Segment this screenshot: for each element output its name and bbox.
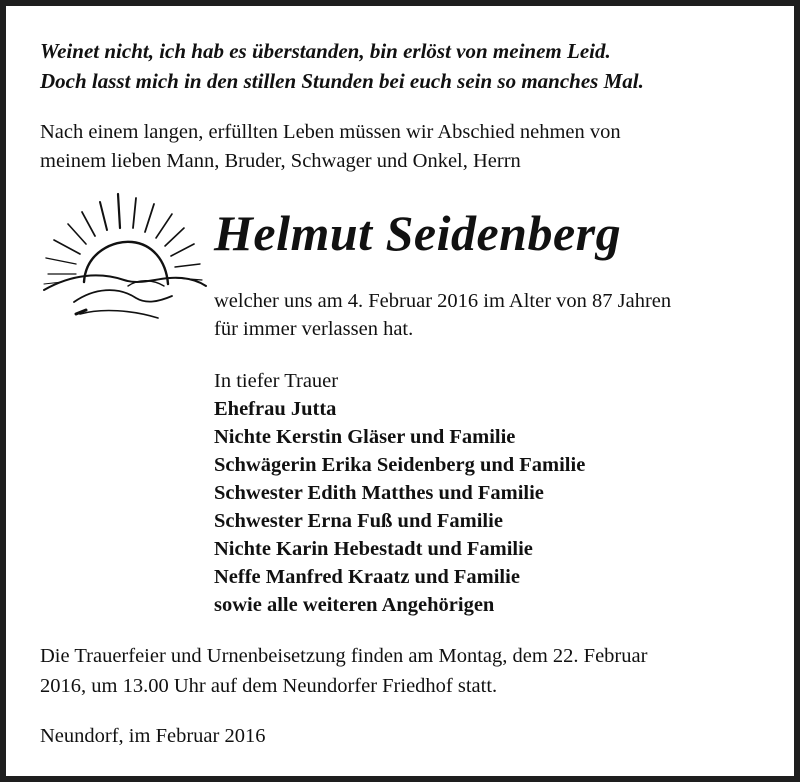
verse-line-2: Doch lasst mich in den stillen Stunden bei euch sein so manches Mal. xyxy=(40,69,644,93)
mourning-lead: In tiefer Trauer xyxy=(214,370,339,392)
mourner: Ehefrau Jutta xyxy=(214,398,337,420)
funeral-line-1: Die Trauerfeier und Urnenbeisetzung finden am Montag, dem 22. Februar xyxy=(40,645,648,667)
funeral-details xyxy=(40,641,774,701)
mourner: Neffe Manfred Kraatz und Familie xyxy=(214,566,520,588)
mourner: Nichte Kerstin Gläser und Familie xyxy=(214,426,516,448)
death-notice-line-1: welcher uns am 4. Februar 2016 im Alter von 87 Jahren xyxy=(214,290,672,312)
intro-line-2: meinem lieben Mann, Bruder, Schwager und Onkel, Herrn xyxy=(40,150,521,172)
verse-line-1: Weinet nicht, ich hab es überstanden, bin erlöst von meinem Leid. xyxy=(40,39,611,63)
deceased-name: Helmut Seidenberg xyxy=(214,205,622,261)
death-notice-line-2: für immer verlassen hat. xyxy=(214,318,414,340)
memorial-verse xyxy=(40,36,780,96)
mourner: Nichte Karin Hebestadt und Familie xyxy=(214,538,533,560)
funeral-line-2: 2016, um 13.00 Uhr auf dem Neundorfer Friedhof statt. xyxy=(40,675,498,697)
death-notice xyxy=(214,287,671,343)
mourner: sowie alle weiteren Angehörigen xyxy=(214,594,495,616)
mourner: Schwester Erna Fuß und Familie xyxy=(214,510,503,532)
intro-paragraph xyxy=(40,118,774,176)
mourners-list xyxy=(214,367,585,619)
place-date: Neundorf, im Februar 2016 xyxy=(40,725,266,747)
sunrise-over-hills-icon xyxy=(32,190,212,330)
intro-line-1: Nach einem langen, erfüllten Leben müssen wir Abschied nehmen von xyxy=(40,121,621,143)
mourner: Schwester Edith Matthes und Familie xyxy=(214,482,544,504)
mourner: Schwägerin Erika Seidenberg und Familie xyxy=(214,454,586,476)
